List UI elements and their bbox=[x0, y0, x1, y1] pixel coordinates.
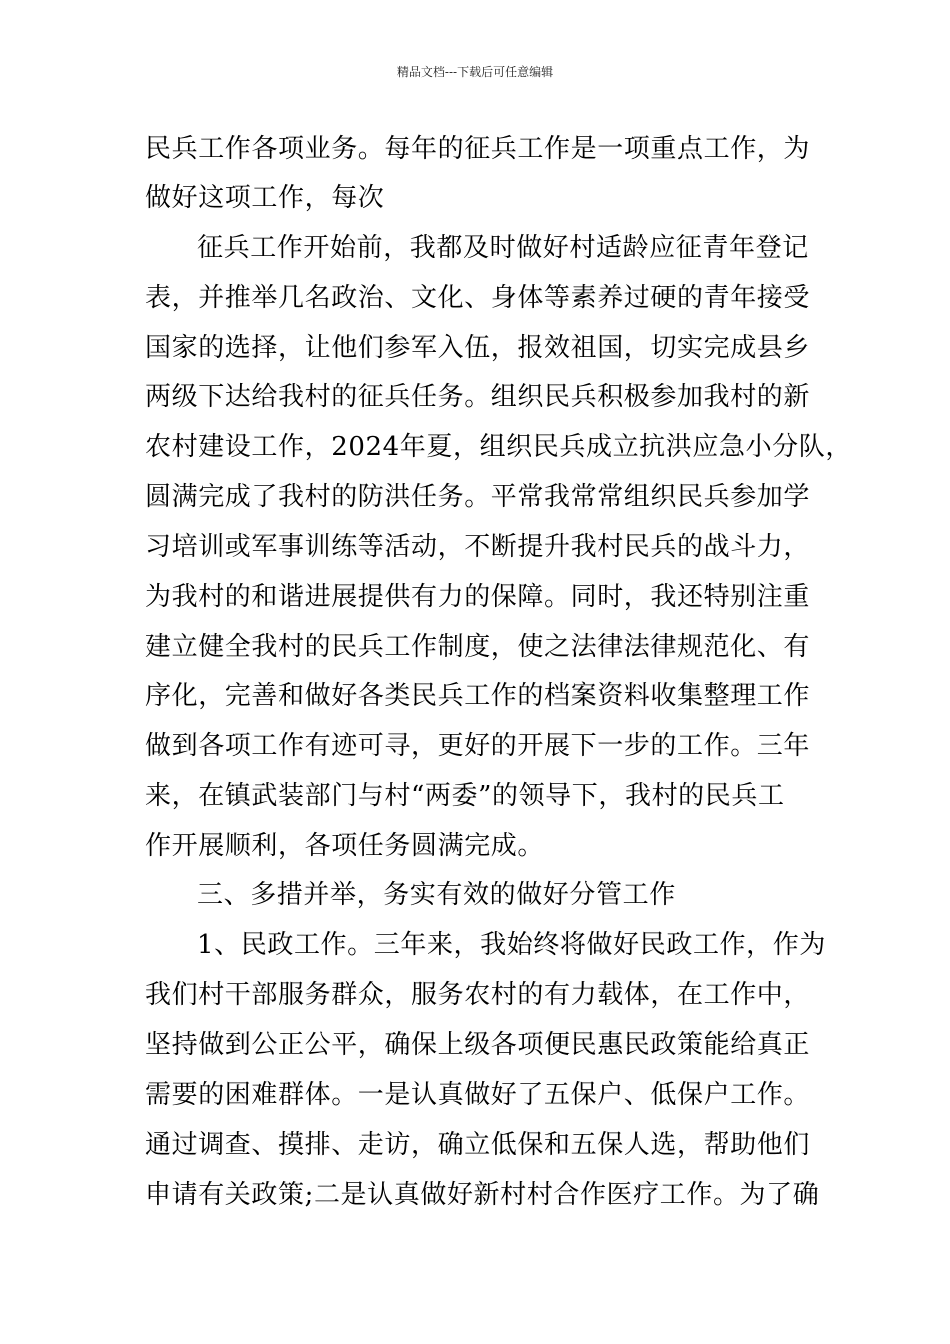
text-line: 做好这项工作，每次 bbox=[145, 183, 385, 213]
text-line: 作开展顺利，各项任务圆满完成。 bbox=[145, 831, 545, 861]
text-line: 两级下达给我村的征兵任务。组织民兵积极参加我村的新 bbox=[145, 382, 811, 412]
text-line: 坚持做到公正公平，确保上级各项便民惠民政策能给真正 bbox=[145, 1030, 811, 1060]
text-line: 民兵工作各项业务。每年的征兵工作是一项重点工作，为 bbox=[145, 134, 811, 164]
section-heading: 三、多措并举，务实有效的做好分管工作 bbox=[197, 880, 676, 910]
text-line: 建立健全我村的民兵工作制度，使之法律法律规范化、有 bbox=[145, 632, 811, 662]
paragraph-first-line: 征兵工作开始前，我都及时做好村适龄应征青年登记 bbox=[197, 233, 809, 263]
text-line: 习培训或军事训练等活动，不断提升我村民兵的战斗力， bbox=[145, 532, 811, 562]
text-line: 来，在镇武装部门与村“两委”的领导下，我村的民兵工 bbox=[145, 781, 785, 811]
paragraph-first-line: 1、民政工作。三年来，我始终将做好民政工作，作为 bbox=[197, 930, 826, 960]
text-line: 通过调查、摸排、走访，确立低保和五保人选，帮助他们 bbox=[145, 1130, 811, 1160]
text-line: 圆满完成了我村的防洪任务。平常我常常组织民兵参加学 bbox=[145, 482, 811, 512]
text-line: 序化，完善和做好各类民兵工作的档案资料收集整理工作 bbox=[145, 681, 811, 711]
text-line: 表，并推举几名政治、文化、身体等素养过硬的青年接受 bbox=[145, 283, 811, 313]
text-line: 申请有关政策;二是认真做好新村村合作医疗工作。为了确 bbox=[145, 1180, 820, 1210]
text-line: 农村建设工作，2024年夏，组织民兵成立抗洪应急小分队， bbox=[145, 432, 852, 462]
text-line: 我们村干部服务群众，服务农村的有力载体，在工作中， bbox=[145, 980, 811, 1010]
text-line: 国家的选择，让他们参军入伍，报效祖国，切实完成县乡 bbox=[145, 333, 811, 363]
text-line: 做到各项工作有迹可寻，更好的开展下一步的工作。三年 bbox=[145, 731, 811, 761]
text-line: 需要的困难群体。一是认真做好了五保户、低保户工作。 bbox=[145, 1080, 811, 1110]
text-line: 为我村的和谐进展提供有力的保障。同时，我还特别注重 bbox=[145, 582, 811, 612]
page-header: 精品文档---下载后可任意编辑 bbox=[396, 65, 554, 79]
